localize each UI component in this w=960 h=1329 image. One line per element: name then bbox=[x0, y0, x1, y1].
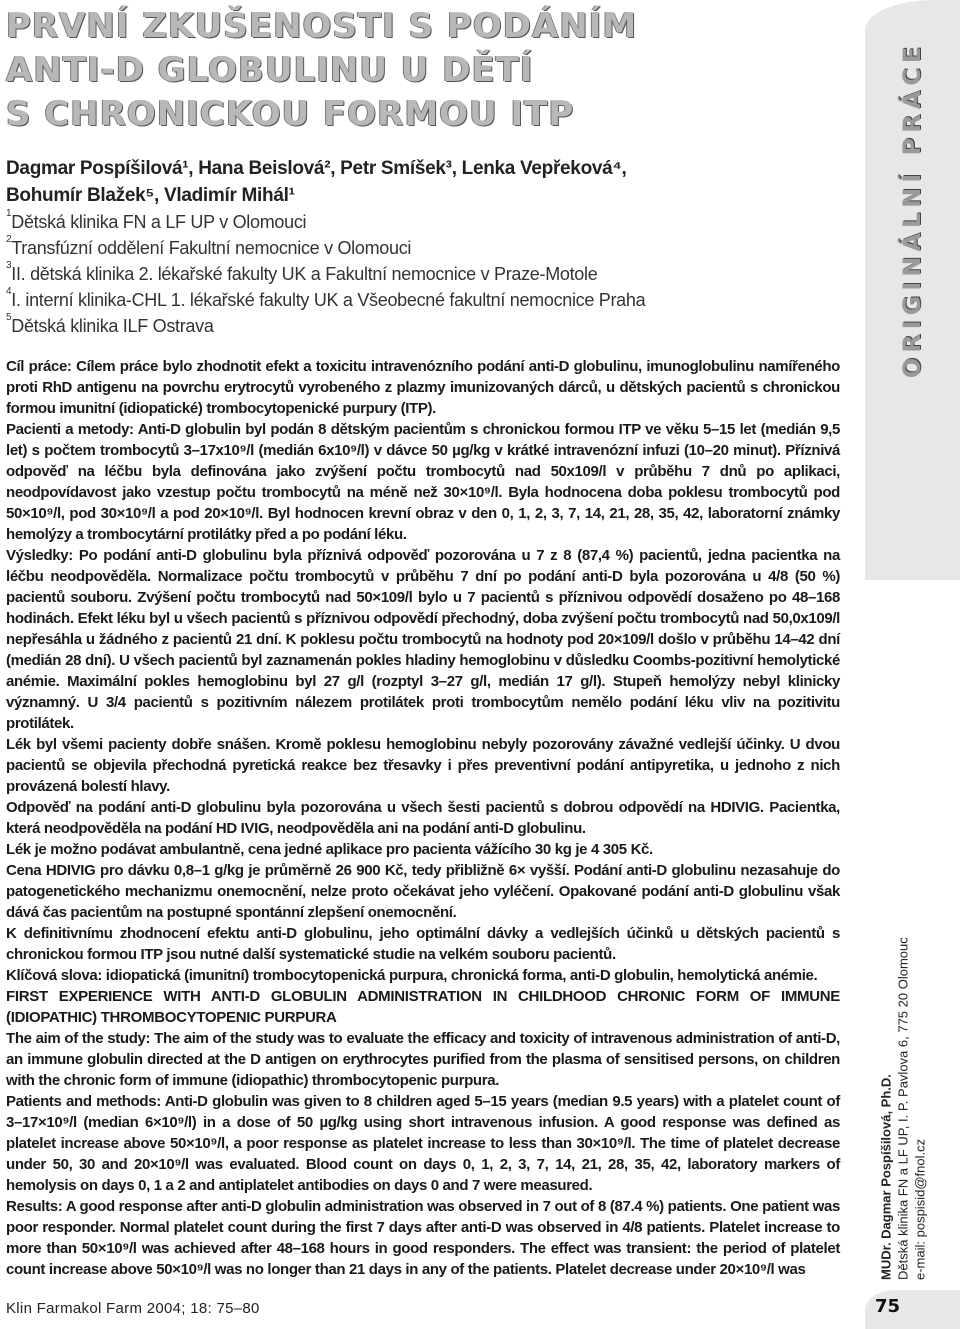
author-list-line-2: Bohumír Blažek⁵, Vladimír Mihál¹ bbox=[6, 185, 295, 206]
title-line-2: ANTI-D GLOBULINU U DĚTÍ bbox=[6, 50, 534, 90]
title-line-1: PRVNÍ ZKUŠENOSTI S PODÁNÍM bbox=[6, 6, 638, 46]
affiliation-5: $^5$Dětská klinika ILF Ostrava bbox=[6, 312, 214, 336]
page-number: 75 bbox=[874, 1296, 901, 1317]
author-list-line-1: Dagmar Pospíšilová¹, Hana Beislová², Petr Smíšek³, Lenka Vepřeková⁴, bbox=[6, 158, 627, 179]
affiliation-2: $^2$Transfúzní oddělení Fakultní nemocnice v Olomouci bbox=[6, 234, 412, 258]
journal-citation: Klin Farmakol Farm 2004; 18: 75–80 bbox=[6, 1300, 260, 1317]
abstract-cz-conclusion: K definitivnímu zhodnocení efektu anti-D globulinu, jeho optimální dávky a vedlejších účinků u dětských pacientů s chronickou formou ITP jsou nutné další systematické studie na velkém souboru pacientů. bbox=[6, 925, 840, 963]
affiliation-1: $^1$Dětská klinika FN a LF UP v Olomouci bbox=[6, 208, 307, 232]
section-label: ORIGINÁLNÍ PRÁCE bbox=[898, 41, 927, 379]
abstract-cz-cost-comparison: Cena HDIVIG pro dávku 0,8–1 g/kg je průměrně 26 900 Kč, tedy přibližně 6× vyšší. Podání anti-D globulinu nezasahuje do patogenetického mechanizmu onemocnění, nelze proto očekávat jeho vyléčení. Opakované podání anti-D globulinu však dává čas pacientům na postupné spontánní zlepšení onemocnění. bbox=[6, 862, 840, 921]
contact-name: MUDr. Dagmar Pospíšilová, Ph.D. bbox=[878, 1074, 894, 1280]
abstract-cz-tolerance: Lék byl všemi pacienty dobře snášen. Kromě poklesu hemoglobinu nebyly pozorovány závažné vedlejší účinky. U dvou pacientů se objevila přechodná pyretická reakce bez třesavky i přes preventivní podání antipyretika, u jednoho z nich provázená bolestí hlavy. bbox=[6, 736, 840, 795]
abstract-cz-cost: Lék je možno podávat ambulantně, cena jedné aplikace pro pacienta vážícího 30 kg je 4 305 Kč. bbox=[6, 841, 653, 858]
abstract-en-methods: Patients and methods: Anti-D globulin was given to 8 children aged 5–15 years (median 9.5 years) with a platelet count of 3–17×10⁹/l (median 6×10⁹/l) in a dose of 50 µg/kg using short intravenous infusion. A good response was defined as platelet increase above 50×10⁹/l, a poor response as platelet increase to less than 30×10⁹/l. The time of platelet decrease under 50, 30 and 20×10⁹/l was evaluated. Blood count on days 0, 1, 2, 3, 7, 14, 21, 28, 35, 42, laboratory markers of hemolysis on days 0, 1 a 2 and antiplatelet antibodies on days 0 and 7 were measured. bbox=[6, 1093, 840, 1194]
author-block bbox=[6, 155, 836, 339]
contact-address: Dětská klinika FN a LF UP, I. P. Pavlova 6, 775 20 Olomouc bbox=[895, 937, 911, 1280]
abstract-cz-aim: Cíl práce: Cílem práce bylo zhodnotit efekt a toxicitu intravenózního podání anti-D globulinu, imunoglobulinu namířeného proti RhD antigenu na povrchu erytrocytů vyrobeného z plazmy imunizovaných dárců, u dětských pacientů s chronickou formou imunitní (idiopatické) trombocytopenické purpury (ITP). bbox=[6, 358, 840, 417]
correspondence-block bbox=[858, 937, 948, 1280]
abstract-english bbox=[6, 986, 840, 1280]
title-line-3: S CHRONICKOU FORMOU ITP bbox=[6, 94, 575, 134]
abstract-cz-hdivig: Odpověď na podání anti-D globulinu byla pozorována u všech šesti pacientů s dobrou odpovědí na HDIVIG. Pacientka, která neodpověděla na podání HD IVIG, neodpověděla ani na podání anti-D globulinu. bbox=[6, 799, 840, 837]
abstract-en-aim: The aim of the study: The aim of the study was to evaluate the efficacy and toxicity of intravenous administration of anti-D, an immune globulin directed at the D antigen on erythrocytes purified from the plasma of sensitised persons, on children with the chronic form of immune (idiopathic) thrombocytopenic purpura. bbox=[6, 1030, 840, 1089]
abstract-czech bbox=[6, 356, 840, 986]
affiliation-3: $^3$II. dětská klinika 2. lékařské fakulty UK a Fakultní nemocnice v Praze-Motole bbox=[6, 260, 598, 284]
abstract-cz-results: Výsledky: Po podání anti-D globulinu byla příznivá odpověď pozorována u 7 z 8 (87,4 %) pacientů, jedna pacientka na léčbu neodpověděla. Normalizace počtu trombocytů v průběhu 7 dní po podání anti-D byla pozorována u 4/8 (50 %) pacientů souboru. Zvýšení počtu trombocytů nad 50×109/l bylo u 7 pacientů s příznivou odpovědí dosaženo po 48–168 hodinách. Efekt léku byl u všech pacientů s příznivou odpovědí přechodný, doba zvýšení počtu trombocytů nad 50,0x109/l nepřesáhla u žádného z pacientů 21 dní. K poklesu počtu trombocytů na hodnoty pod 20×109/l došlo v průběhu 14–42 dní (medián 28 dní). U všech pacientů byl zaznamenán pokles hladiny hemoglobinu v důsledku Coombs-pozitivní hemolytické anémie. Maximální pokles hemoglobinu byl 27 g/l (rozptyl 3–27 g/l, medián 17 g/l). Stupeň hemolýzy nebyl klinicky významný. U 3/4 pacientů s pozitivním nálezem protilátek proti trombocytům nemělo podání léku vliv na pozitivitu protilátek. bbox=[6, 547, 840, 732]
abstract-en-results: Results: A good response after anti-D globulin administration was observed in 7 out of 8 (87.4 %) patients. One patient was poor responder. Normal platelet count during the first 7 days after anti-D was observed in 4/8 patients. Platelet increase to more than 50×10⁹/l was achieved after 48–168 hours in good responders. The effect was transient: the period of platelet count increase above 50×10⁹/l was no longer than 21 days in any of the patients. Platelet decrease under 20×10⁹/l was bbox=[6, 1198, 840, 1278]
abstract-en-title: FIRST EXPERIENCE WITH ANTI-D GLOBULIN ADMINISTRATION IN CHILDHOOD CHRONIC FORM OF IMMUNE (IDIOPATHIC) THROMBOCYTOPENIC PURPURA bbox=[6, 988, 840, 1026]
abstract-cz-methods: Pacienti a metody: Anti-D globulin byl podán 8 dětským pacientům s chronickou formou ITP ve věku 5–15 let (medián 9,5 let) s počtem trombocytů 3–17x10⁹/l (medián 6x10⁹/l) v dávce 50 µg/kg v krátké intravenózní infuzi (10–20 minut). Příznivá odpověď na léčbu byla definována jako zvýšení počtu trombocytů nad 50x109/l v průběhu 7 dnů po aplikaci, neodpovídavost jako vzestup počtu trombocytů na méně než 30×10⁹/l. Byla hodnocena doba poklesu trombocytů pod 50×10⁹/l, pod 30×10⁹/l a pod 20×10⁹/l. Byl hodnocen krevní obraz v den 0, 1, 2, 3, 7, 14, 21, 28, 35, 42, laboratorní známky hemolýzy a trombocytární protilátky před a po podání léku. bbox=[6, 421, 840, 543]
section-tab bbox=[872, 40, 952, 380]
article-title bbox=[6, 4, 846, 136]
contact-email: e-mail: pospisid@fnol.cz bbox=[912, 1138, 928, 1280]
affiliation-4: $^4$I. interní klinika-CHL 1. lékařské fakulty UK a Všeobecné fakultní nemocnice Praha bbox=[6, 286, 646, 310]
abstract-cz-keywords: Klíčová slova: idiopatická (imunitní) trombocytopenická purpura, chronická forma, anti-D globulin, hemolytická anémie. bbox=[6, 967, 818, 984]
